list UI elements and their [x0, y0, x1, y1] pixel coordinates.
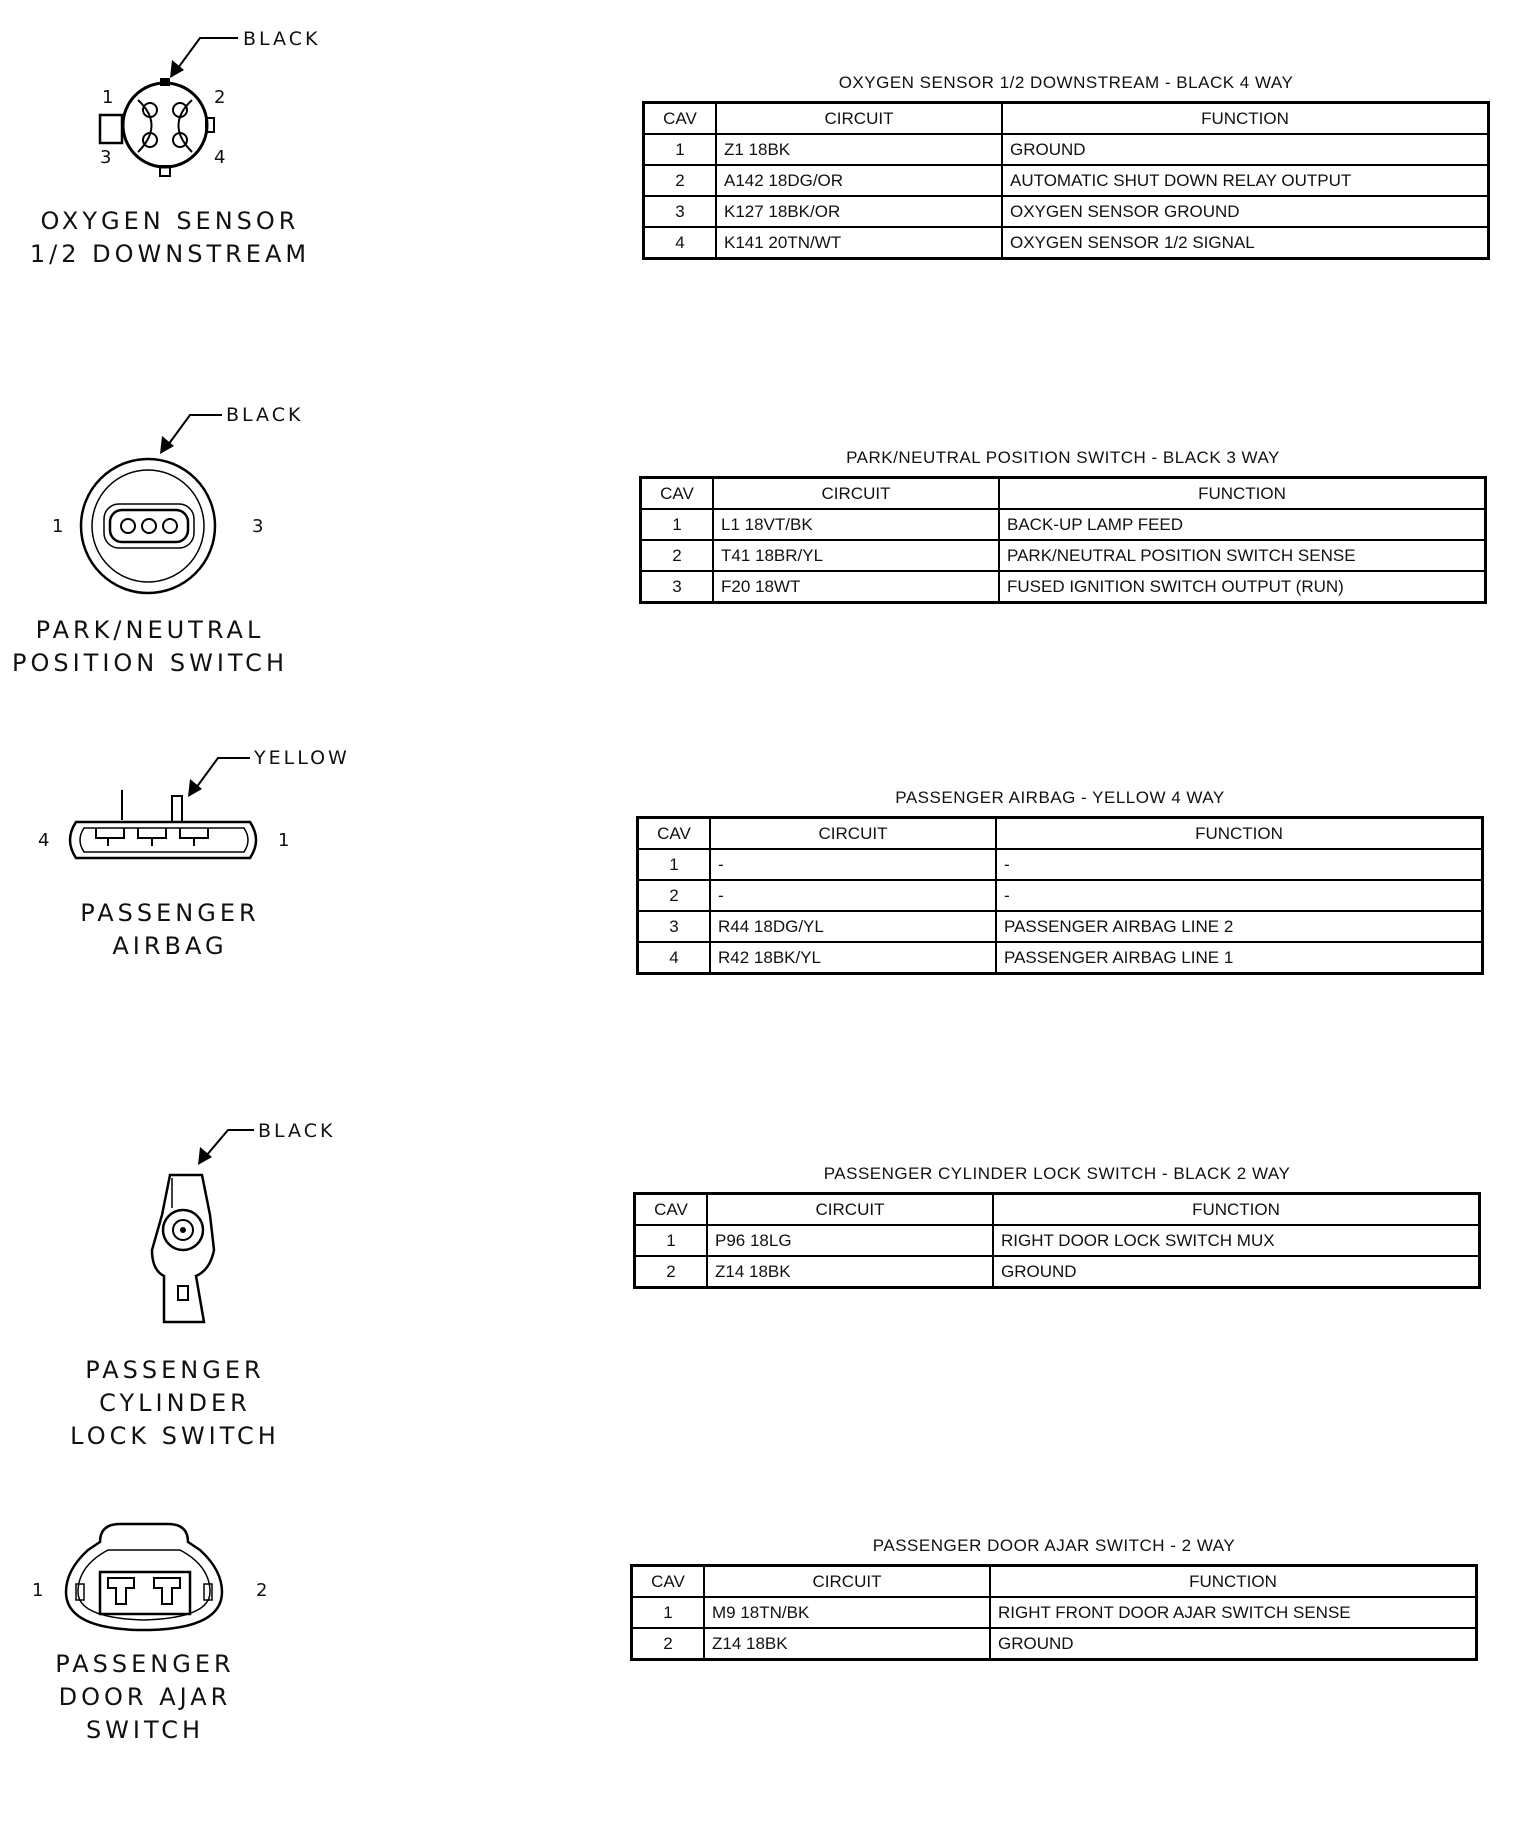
circuit-cell: T41 18BR/YL — [713, 540, 999, 571]
door-ajar-pin-2: 2 — [256, 1580, 268, 1601]
oxygen-sensor-name: OXYGEN SENSOR 1/2 DOWNSTREAM — [29, 207, 311, 268]
cylinder-lock-table-title: PASSENGER CYLINDER LOCK SWITCH - BLACK 2 WAY — [823, 1164, 1291, 1183]
passenger-airbag-name: PASSENGER AIRBAG — [80, 899, 260, 960]
circuit-cell: Z14 18BK — [704, 1628, 990, 1660]
function-cell: GROUND — [990, 1628, 1477, 1660]
circuit-cell: M9 18TN/BK — [704, 1597, 990, 1628]
cav-cell: 2 — [632, 1628, 705, 1660]
door-ajar-table-title: PASSENGER DOOR AJAR SWITCH - 2 WAY — [872, 1536, 1236, 1555]
door-ajar-connector-figure — [0, 1480, 560, 1780]
circuit-cell: K141 20TN/WT — [716, 227, 1002, 259]
cav-cell: 3 — [638, 911, 711, 942]
circuit-cell: Z1 18BK — [716, 134, 1002, 165]
oxygen-sensor-connector-figure — [0, 0, 560, 290]
park-neutral-table — [639, 476, 1487, 604]
circuit-cell: P96 18LG — [707, 1225, 993, 1256]
park-neutral-table-title: PARK/NEUTRAL POSITION SWITCH - BLACK 3 WAY — [846, 448, 1280, 467]
circuit-cell: - — [710, 880, 996, 911]
function-cell: - — [996, 880, 1483, 911]
oxygen-sensor-pin-3: 3 — [100, 147, 112, 168]
cylinder-lock-connector-figure — [0, 1100, 560, 1450]
door-ajar-table — [630, 1564, 1478, 1661]
cav-cell: 4 — [644, 227, 717, 259]
circuit-cell: A142 18DG/OR — [716, 165, 1002, 196]
table-row — [641, 509, 1486, 540]
table-row — [635, 1256, 1480, 1288]
cav-cell: 1 — [638, 849, 711, 880]
oxygen-sensor-pin-2: 2 — [214, 87, 226, 108]
table-row — [638, 942, 1483, 974]
park-neutral-pinout — [639, 448, 1487, 604]
header-cav: CAV — [632, 1566, 705, 1598]
cav-cell: 1 — [641, 509, 714, 540]
table-row — [641, 540, 1486, 571]
header-function: FUNCTION — [990, 1566, 1477, 1598]
header-circuit: CIRCUIT — [707, 1194, 993, 1226]
function-cell: RIGHT DOOR LOCK SWITCH MUX — [993, 1225, 1480, 1256]
cav-cell: 1 — [644, 134, 717, 165]
park-neutral-pin-1: 1 — [52, 516, 64, 537]
header-function: FUNCTION — [996, 818, 1483, 850]
circuit-cell: - — [710, 849, 996, 880]
header-cav: CAV — [641, 478, 714, 510]
function-cell: PASSENGER AIRBAG LINE 1 — [996, 942, 1483, 974]
circuit-cell: R44 18DG/YL — [710, 911, 996, 942]
passenger-airbag-pinout — [636, 788, 1484, 975]
header-cav: CAV — [635, 1194, 708, 1226]
circuit-cell: R42 18BK/YL — [710, 942, 996, 974]
door-ajar-connector-icon — [0, 1480, 340, 1650]
circuit-cell: F20 18WT — [713, 571, 999, 603]
oxygen-sensor-pinout — [642, 73, 1490, 260]
passenger-airbag-pin-1: 1 — [278, 830, 290, 851]
function-cell: FUSED IGNITION SWITCH OUTPUT (RUN) — [999, 571, 1486, 603]
cav-cell: 1 — [635, 1225, 708, 1256]
park-neutral-name: PARK/NEUTRAL POSITION SWITCH — [12, 616, 288, 677]
table-row — [644, 227, 1489, 259]
park-neutral-connector-figure — [0, 390, 560, 690]
cav-cell: 4 — [638, 942, 711, 974]
header-circuit: CIRCUIT — [704, 1566, 990, 1598]
cylinder-lock-table — [633, 1192, 1481, 1289]
table-row — [632, 1628, 1477, 1660]
header-cav: CAV — [638, 818, 711, 850]
table-row — [644, 165, 1489, 196]
circuit-cell: L1 18VT/BK — [713, 509, 999, 540]
cav-cell: 2 — [644, 165, 717, 196]
passenger-airbag-color-label: YELLOW — [254, 747, 350, 769]
function-cell: OXYGEN SENSOR GROUND — [1002, 196, 1489, 227]
oxygen-sensor-table — [642, 101, 1490, 260]
table-row — [635, 1225, 1480, 1256]
circuit-cell: Z14 18BK — [707, 1256, 993, 1288]
table-row — [644, 196, 1489, 227]
function-cell: OXYGEN SENSOR 1/2 SIGNAL — [1002, 227, 1489, 259]
passenger-airbag-table-title: PASSENGER AIRBAG - YELLOW 4 WAY — [895, 788, 1225, 807]
circuit-cell: K127 18BK/OR — [716, 196, 1002, 227]
cylinder-lock-color-label: BLACK — [258, 1120, 336, 1142]
cav-cell: 2 — [635, 1256, 708, 1288]
cav-cell: 1 — [632, 1597, 705, 1628]
cav-cell: 3 — [644, 196, 717, 227]
function-cell: GROUND — [993, 1256, 1480, 1288]
cav-cell: 3 — [641, 571, 714, 603]
passenger-airbag-table — [636, 816, 1484, 975]
passenger-airbag-connector-figure — [0, 730, 560, 970]
table-row — [638, 849, 1483, 880]
header-cav: CAV — [644, 103, 717, 135]
park-neutral-pin-3: 3 — [252, 516, 264, 537]
function-cell: - — [996, 849, 1483, 880]
cav-cell: 2 — [641, 540, 714, 571]
oxygen-sensor-pin-1: 1 — [102, 87, 114, 108]
function-cell: AUTOMATIC SHUT DOWN RELAY OUTPUT — [1002, 165, 1489, 196]
table-row — [638, 911, 1483, 942]
header-circuit: CIRCUIT — [710, 818, 996, 850]
cylinder-lock-name: PASSENGER CYLINDER LOCK SWITCH — [70, 1356, 280, 1450]
park-neutral-color-label: BLACK — [226, 404, 304, 426]
function-cell: PARK/NEUTRAL POSITION SWITCH SENSE — [999, 540, 1486, 571]
function-cell: BACK-UP LAMP FEED — [999, 509, 1486, 540]
function-cell: GROUND — [1002, 134, 1489, 165]
oxygen-sensor-table-title: OXYGEN SENSOR 1/2 DOWNSTREAM - BLACK 4 WAY — [838, 73, 1294, 92]
header-function: FUNCTION — [999, 478, 1486, 510]
oxygen-sensor-pin-4: 4 — [214, 147, 226, 168]
header-function: FUNCTION — [1002, 103, 1489, 135]
passenger-airbag-pin-4: 4 — [38, 830, 50, 851]
cylinder-lock-pinout — [633, 1164, 1481, 1289]
header-circuit: CIRCUIT — [713, 478, 999, 510]
table-row — [638, 880, 1483, 911]
table-row — [641, 571, 1486, 603]
table-row — [632, 1597, 1477, 1628]
header-function: FUNCTION — [993, 1194, 1480, 1226]
oxygen-sensor-color-label: BLACK — [243, 28, 321, 50]
door-ajar-pinout — [630, 1536, 1478, 1661]
header-circuit: CIRCUIT — [716, 103, 1002, 135]
door-ajar-name: PASSENGER DOOR AJAR SWITCH — [55, 1650, 235, 1744]
table-row — [644, 134, 1489, 165]
function-cell: RIGHT FRONT DOOR AJAR SWITCH SENSE — [990, 1597, 1477, 1628]
cav-cell: 2 — [638, 880, 711, 911]
function-cell: PASSENGER AIRBAG LINE 2 — [996, 911, 1483, 942]
door-ajar-pin-1: 1 — [32, 1580, 44, 1601]
